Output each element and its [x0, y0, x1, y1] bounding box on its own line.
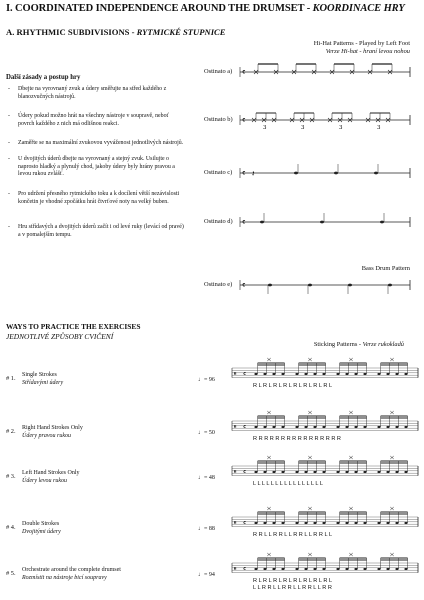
- tempo-marking: ♩= 88: [198, 526, 215, 532]
- sticking-line: L L L L L L L L L L L L L L L L: [253, 481, 323, 487]
- exercise-number: # 1.: [6, 375, 16, 382]
- sixteenth-note: [404, 568, 407, 570]
- sixteenth-note: [295, 426, 298, 428]
- sixteenth-note: [281, 373, 284, 375]
- sixteenth-note: [304, 522, 307, 524]
- hihat-x-note: [308, 553, 312, 556]
- sticking-line: R L R L R L R L R L R L R L R L: [253, 578, 333, 584]
- sixteenth-note: [295, 373, 298, 375]
- sixteenth-note: [322, 471, 325, 473]
- time-signature-symbol: 𝄴: [242, 218, 246, 227]
- sixteenth-note: [404, 426, 407, 428]
- sixteenth-note: [304, 471, 307, 473]
- ostinato-label: Ostinato c): [204, 169, 233, 176]
- sixteenth-note: [395, 373, 398, 375]
- page-title-alt: KOORDINACE HRY: [312, 3, 405, 14]
- tempo-marking: ♩= 50: [198, 430, 215, 436]
- ostinato-letter: d): [227, 218, 233, 225]
- time-signature-symbol: 𝄴: [243, 423, 247, 431]
- ways-title: WAYS TO PRACTICE THE EXERCISES: [6, 322, 141, 331]
- time-signature-symbol: 𝄴: [242, 116, 246, 125]
- sixteenth-note: [263, 373, 266, 375]
- sixteenth-note: [377, 568, 380, 570]
- sixteenth-note: [354, 426, 357, 428]
- sixteenth-note: [295, 471, 298, 473]
- sticking-line: R L R L R L R L R L R L R L R L: [253, 383, 333, 389]
- exercise-name: Right Hand Strokes Only Údery pravou rukou: [22, 425, 83, 439]
- sixteenth-note: [363, 471, 366, 473]
- sixteenth-note: [254, 426, 257, 428]
- hihat-x-note: [390, 507, 394, 510]
- exercise-name-alt: Údery pravou rukou: [22, 432, 71, 439]
- ostinato-label: Ostinato e): [204, 281, 233, 288]
- hihat-x-note: [349, 507, 353, 510]
- exercise-name-alt: Údery levou rukou: [22, 477, 67, 484]
- sixteenth-note: [354, 471, 357, 473]
- triplet-number: 3: [377, 125, 381, 131]
- sixteenth-note: [386, 471, 389, 473]
- hihat-x-note: [349, 553, 353, 556]
- sixteenth-note: [313, 568, 316, 570]
- sixteenth-note: [313, 426, 316, 428]
- sixteenth-note: [281, 568, 284, 570]
- time-signature-symbol: 𝄴: [242, 68, 246, 77]
- exercise-name-alt: Střídavými údery: [22, 379, 64, 386]
- sticking-line: L L R R L L R R L L R R L L R R: [253, 585, 332, 591]
- quarter-note: [320, 221, 324, 224]
- ostinato-label: Ostinato b): [204, 116, 233, 123]
- hihat-caption-cz: Verze Hi-hat - hraní levou nohou: [325, 48, 410, 55]
- rule-text: Údery pokud možno hrát na všechny nástroje v soupravě, neboť povrch každého z nich má odlišnou reakci.: [18, 113, 170, 127]
- sixteenth-note: [404, 373, 407, 375]
- time-signature-symbol: 𝄴: [242, 169, 246, 178]
- hihat-x-note: [308, 411, 312, 414]
- sticking-line: R R L L R R L L R R L L R R L L: [253, 532, 333, 538]
- sixteenth-note: [395, 568, 398, 570]
- quarter-note: [294, 172, 298, 175]
- sixteenth-note: [263, 568, 266, 570]
- sixteenth-note: [272, 568, 275, 570]
- rule-text: Hru střídavých a dvojitých úderů začít i od levé ruky (levácí od pravé) a v pomalejším tempu.: [18, 224, 184, 238]
- triplet-number: 3: [339, 125, 343, 131]
- sixteenth-note: [354, 373, 357, 375]
- exercise-number: # 4.: [6, 524, 16, 531]
- rule-bullet: -: [8, 224, 10, 230]
- sixteenth-note: [313, 522, 316, 524]
- sixteenth-note: [395, 426, 398, 428]
- percussion-clef: 𝄥: [234, 468, 237, 476]
- hihat-x-note: [267, 456, 271, 459]
- sixteenth-note: [272, 522, 275, 524]
- sixteenth-note: [363, 373, 366, 375]
- hihat-x-note: [267, 358, 271, 361]
- sixteenth-note: [263, 471, 266, 473]
- sixteenth-note: [281, 426, 284, 428]
- ostinato-label: Ostinato d): [204, 218, 233, 225]
- exercise-number: # 5.: [6, 570, 16, 577]
- sixteenth-note: [295, 522, 298, 524]
- sixteenth-note: [322, 426, 325, 428]
- sixteenth-note: [386, 568, 389, 570]
- exercise-name-alt: Rozmístit na nástroje bicí soupravy: [22, 574, 107, 581]
- hihat-x-note: [308, 456, 312, 459]
- sixteenth-note: [254, 568, 257, 570]
- sixteenth-note: [354, 568, 357, 570]
- time-signature-symbol: 𝄴: [243, 519, 247, 527]
- hihat-x-note: [349, 411, 353, 414]
- bass-drum-note: [388, 284, 392, 287]
- sixteenth-note: [313, 471, 316, 473]
- time-signature-symbol: 𝄴: [242, 281, 246, 290]
- quarter-note: [260, 221, 264, 224]
- ostinato-label: Ostinato a): [204, 68, 233, 75]
- triplet-number: 3: [301, 125, 305, 131]
- sixteenth-note: [336, 471, 339, 473]
- rule-bullet: -: [8, 86, 10, 92]
- hihat-x-note: [390, 358, 394, 361]
- bass-drum-note: [308, 284, 312, 287]
- hihat-x-note: [390, 553, 394, 556]
- sixteenth-note: [336, 373, 339, 375]
- percussion-clef: 𝄥: [234, 423, 237, 431]
- sixteenth-note: [304, 568, 307, 570]
- hihat-x-note: [308, 358, 312, 361]
- sixteenth-note: [254, 522, 257, 524]
- hihat-x-note: [267, 411, 271, 414]
- hihat-x-note: [349, 358, 353, 361]
- sixteenth-note: [254, 471, 257, 473]
- rule-text: U dvojitých úderů dbejte na vyrovnaný a stejný zvuk. Usilujte o naprosto hladký a plynulý chod, jakoby údery byly hrány pravou a levou rukou zvlášť.: [18, 156, 175, 178]
- hihat-x-note: [390, 411, 394, 414]
- tempo-marking: ♩= 94: [198, 572, 215, 578]
- ways-title-alt: JEDNOTLIVÉ ZPŮSOBY CVIČENÍ: [6, 332, 114, 341]
- bass-drum-note: [348, 284, 352, 287]
- sixteenth-note: [395, 522, 398, 524]
- sixteenth-note: [304, 426, 307, 428]
- quarter-rest: 𝄽: [252, 169, 255, 178]
- sixteenth-note: [404, 471, 407, 473]
- sixteenth-note: [322, 568, 325, 570]
- section-a-title-alt: RYTMICKÉ STUPNICE: [136, 27, 226, 37]
- hihat-x-note: [349, 456, 353, 459]
- sixteenth-note: [377, 373, 380, 375]
- sixteenth-note: [272, 373, 275, 375]
- sixteenth-note: [281, 471, 284, 473]
- quarter-note: [334, 172, 338, 175]
- sticking-line: R R R R R R R R R R R R R R R R: [253, 436, 341, 442]
- sixteenth-note: [295, 568, 298, 570]
- hihat-x-note: [267, 553, 271, 556]
- rule-bullet: -: [8, 191, 10, 197]
- rules-heading: Další zásady a postup hry: [6, 74, 81, 81]
- exercise-name: Orchestrate around the complete drumset Rozmístit na nástroje bicí soupravy: [22, 567, 121, 581]
- sixteenth-note: [345, 373, 348, 375]
- hihat-x-note: [267, 507, 271, 510]
- hihat-x-note: [308, 507, 312, 510]
- sixteenth-note: [377, 426, 380, 428]
- sixteenth-note: [377, 471, 380, 473]
- sixteenth-note: [363, 426, 366, 428]
- sixteenth-note: [336, 522, 339, 524]
- sixteenth-note: [363, 568, 366, 570]
- ostinato-letter: a): [227, 68, 233, 75]
- sixteenth-note: [263, 522, 266, 524]
- sixteenth-note: [336, 426, 339, 428]
- rule-bullet: -: [8, 140, 10, 146]
- sixteenth-note: [304, 373, 307, 375]
- sixteenth-note: [345, 568, 348, 570]
- quarter-note: [380, 221, 384, 224]
- sixteenth-note: [354, 522, 357, 524]
- sixteenth-note: [322, 522, 325, 524]
- sixteenth-note: [345, 471, 348, 473]
- ostinato-letter: c): [227, 169, 233, 176]
- sixteenth-note: [386, 373, 389, 375]
- percussion-clef: 𝄥: [234, 370, 237, 378]
- tempo-marking: ♩= 48: [198, 475, 215, 481]
- rule-bullet: -: [8, 113, 10, 119]
- section-a-title: A. RHYTHMIC SUBDIVISIONS - RYTMICKÉ STUPNICE: [6, 27, 226, 37]
- exercise-name: Double Strokes Dvojitými údery: [22, 521, 61, 535]
- rule-text: Pro udržení přesného rytmického toku a k docílení větší nezávislosti končetin je vhodné zpočátku hrát čtvrťové noty na velký buben.: [18, 191, 180, 205]
- percussion-clef: 𝄥: [234, 565, 237, 573]
- sixteenth-note: [345, 522, 348, 524]
- sixteenth-note: [404, 522, 407, 524]
- exercise-number: # 2.: [6, 428, 16, 435]
- bass-drum-note: [268, 284, 272, 287]
- sixteenth-note: [263, 426, 266, 428]
- sixteenth-note: [395, 471, 398, 473]
- triplet-number: 3: [263, 125, 267, 131]
- sixteenth-note: [377, 522, 380, 524]
- quarter-note: [374, 172, 378, 175]
- sixteenth-note: [345, 426, 348, 428]
- rule-bullet: -: [8, 156, 10, 162]
- bass-drum-caption: Bass Drum Pattern: [361, 265, 410, 272]
- ostinato-letter: b): [227, 116, 233, 123]
- sixteenth-note: [272, 426, 275, 428]
- sixteenth-note: [386, 426, 389, 428]
- tempo-marking: ♩= 96: [198, 377, 215, 383]
- sticking-heading-alt: Verze rukokladů: [362, 341, 404, 348]
- page-title: I. COORDINATED INDEPENDENCE AROUND THE DRUMSET - KOORDINACE HRY: [6, 3, 405, 14]
- sixteenth-note: [336, 568, 339, 570]
- ostinato-letter: e): [227, 281, 233, 288]
- sixteenth-note: [281, 522, 284, 524]
- sixteenth-note: [272, 471, 275, 473]
- rule-text: Dbejte na vyrovnaný zvuk a údery směřujte na střed každého z blanozvučných nástrojů.: [18, 86, 167, 100]
- exercise-name: Left Hand Strokes Only Údery levou rukou: [22, 470, 80, 484]
- hihat-x-note: [390, 456, 394, 459]
- exercise-name-alt: Dvojitými údery: [22, 528, 61, 535]
- time-signature-symbol: 𝄴: [243, 370, 247, 378]
- exercise-name: Single Strokes Střídavými údery: [22, 372, 64, 386]
- time-signature-symbol: 𝄴: [243, 565, 247, 573]
- sticking-heading: Sticking Patterns - Verze rukokladů: [313, 341, 404, 348]
- percussion-clef: 𝄥: [234, 519, 237, 527]
- time-signature-symbol: 𝄴: [243, 468, 247, 476]
- sixteenth-note: [386, 522, 389, 524]
- sixteenth-note: [322, 373, 325, 375]
- hihat-caption-en: Hi-Hat Patterns - Played by Left Foot: [313, 40, 410, 47]
- sixteenth-note: [254, 373, 257, 375]
- sixteenth-note: [313, 373, 316, 375]
- sixteenth-note: [363, 522, 366, 524]
- exercise-number: # 3.: [6, 473, 16, 480]
- rule-text: Zaměřte se na maximální zvukovou vyváženost jednotlivých nástrojů.: [18, 140, 184, 146]
